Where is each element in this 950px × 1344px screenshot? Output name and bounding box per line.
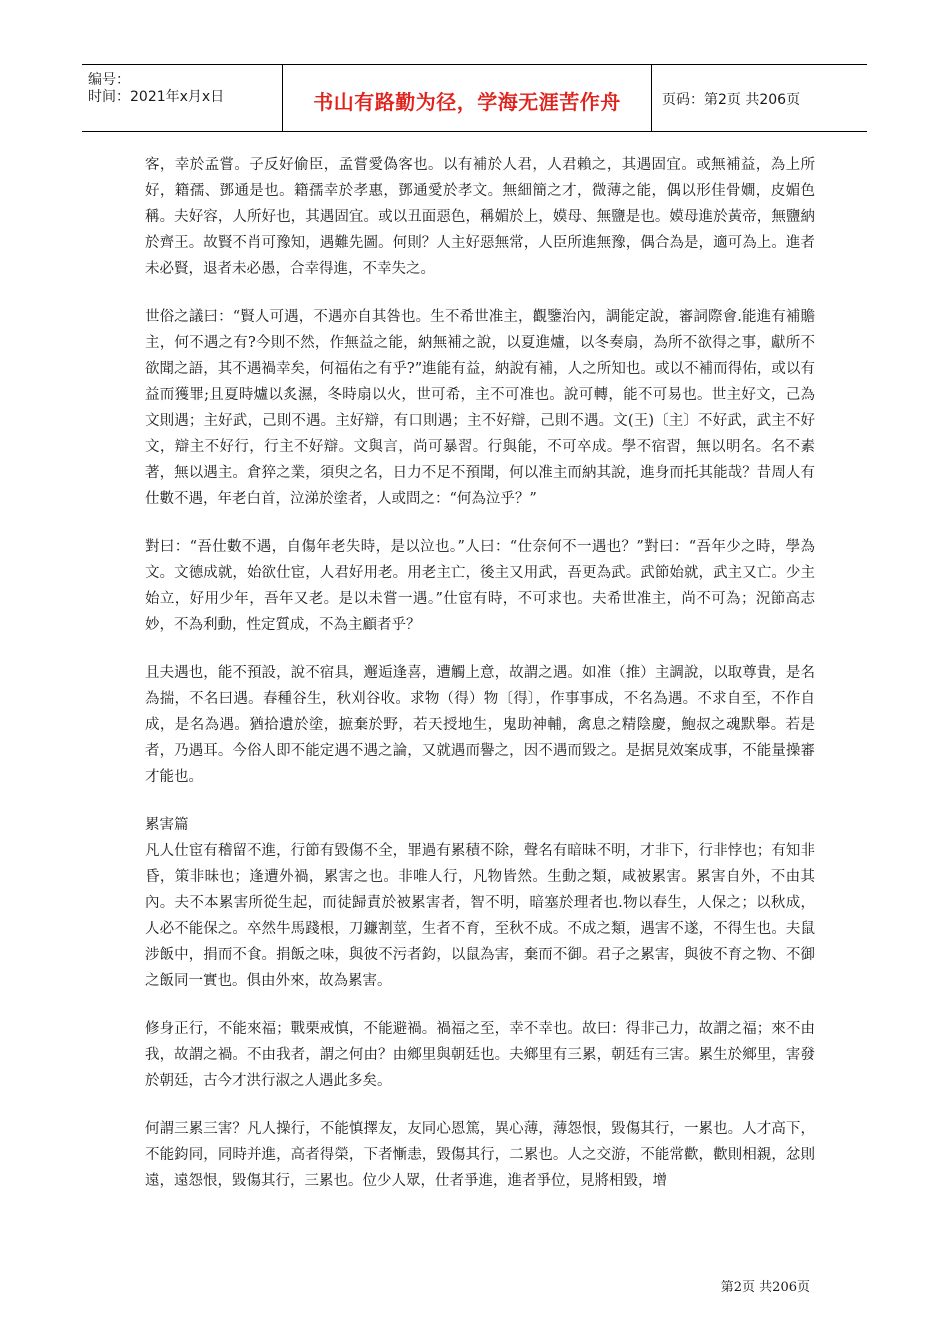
section-title: 累害篇 — [145, 817, 189, 833]
page-header — [82, 64, 867, 132]
paragraph: 客，幸於孟嘗。子反好偷臣，孟嘗愛偽客也。以有補於人君，人君賴之，其遇固宜。或無補益，為上所好，籍孺、鄧通是也。籍孺幸於孝惠，鄧通愛於孝文。無細簡之才，微薄之能，偶以形佳骨嫺，皮媚色稱。夫好容，人所好也，其遇固宜。或以丑面惡色，稱媚於上，嫫母、無鹽是也。嫫母進於黃帝，無鹽納於齊王。故賢不肖可豫知，遇難先圖。何則？人主好惡無常，人臣所進無豫，偶合為是，適可為上。進者未必賢，退者未必愚，合幸得進，不幸失之。 — [145, 157, 815, 277]
number-label: 编号： — [88, 72, 130, 88]
paragraph: 且夫遇也，能不預設，說不宿具，邂逅逢喜，遭觸上意，故謂之遇。如准（推）主調說，以取尊貴，是名為揣，不名曰遇。春種谷生，秋刈谷收。求物（得）物〔得〕，作事事成，不名為遇。不求自至，不作自成，是名為遇。猶拾遺於塗，摭棄於野，若天授地生，鬼助神輔，禽息之精陰慶，鮑叔之魂默舉。若是者，乃遇耳。今俗人即不能定遇不遇之論，又就遇而譽之，因不遇而毀之。是据見效案成事，不能量操審才能也。 — [145, 665, 815, 785]
paragraph: 對曰：“吾仕數不遇，自傷年老失時，是以泣也。”人曰：“仕奈何不一遇也？”對曰：“吾年少之時，學為文。文德成就，始欲仕宦，人君好用老。用老主亡，後主又用武，吾更為武。武節始就，武主又亡。少主始立，好用少年，吾年又老。是以未嘗一遇。”仕宦有時，不可求也。夫希世准主，尚不可為；況節高志妙，不為利動，性定質成，不為主顧者乎？ — [145, 539, 815, 633]
motto-text: 书山有路勤为径，学海无涯苦作舟 — [313, 90, 621, 114]
page-footer: 第2页 共206页 — [720, 1280, 810, 1295]
header-page-info — [652, 65, 867, 131]
document-body — [145, 152, 815, 1194]
header-meta — [82, 65, 283, 131]
page-info-text: 页码：第2页 共206页 — [662, 92, 801, 108]
header-motto — [283, 65, 652, 131]
paragraph: 何謂三累三害？凡人操行，不能慎擇友，友同心恩篤，異心薄，薄怨恨，毀傷其行，一累也。人才高下，不能鈞同，同時并進，高者得榮，下者慚恚，毀傷其行，二累也。人之交游，不能常歡，歡則相親，忿則遠，遠怨恨，毀傷其行，三累也。位少人眾，仕者爭進，進者爭位，見將相毀，增 — [145, 1121, 815, 1189]
paragraph: 凡人仕宦有稽留不進，行節有毀傷不全，罪過有累積不除，聲名有暗昧不明，才非下，行非悖也；有知非昏，策非昧也；逢遭外禍，累害之也。非唯人行，凡物皆然。生動之類，咸被累害。累害自外，不由其內。夫不本累害所從生起，而徒歸責於被累害者，智不明，暗塞於理者也.物以春生，人保之；以秋成，人必不能保之。卒然牛馬踐根，刀鐮割莖，生者不育，至秋不成。不成之類，遇害不遂，不得生也。夫鼠涉飯中，捐而不食。捐飯之味，與彼不污者鈞，以鼠為害，棄而不御。君子之累害，與彼不育之物、不御之飯同一實也。俱由外來，故為累害。 — [145, 843, 815, 989]
paragraph: 修身正行，不能來福；戰栗戒慎，不能避禍。禍福之至，幸不幸也。故曰：得非己力，故謂之福；來不由我，故謂之禍。不由我者，謂之何由？由鄉里與朝廷也。夫鄉里有三累，朝廷有三害。累生於鄉里，害發於朝廷，古今才洪行淑之人遇此多矣。 — [145, 1021, 815, 1089]
time-label: 时间：2021年x月x日 — [88, 89, 225, 105]
paragraph: 世俗之議曰：“賢人可遇，不遇亦自其咎也。生不希世准主，觀鑒治內，調能定說，審詞際會.能進有補贍主，何不遇之有?今則不然，作無益之能，納無補之說，以夏進爐，以冬奏扇，為所不欲得之事，獻所不欲聞之語，其不遇禍幸矣，何福佑之有乎?”進能有益，納說有補，人之所知也。或以不補而得佑，或以有益而獲罪;且夏時爐以炙濕，冬時扇以火，世可希，主不可准也。說可轉，能不可易也。世主好文，己為文則遇；主好武，己則不遇。主好辯，有口則遇；主不好辯，己則不遇。文(王)〔主〕不好武，武主不好文，辯主不好行，行主不好辯。文與言，尚可暴習。行與能，不可卒成。學不宿習，無以明名。名不素著，無以遇主。倉猝之業，須臾之名，日力不足不預聞，何以准主而納其說，進身而托其能哉？昔周人有仕數不遇，年老白首，泣涕於塗者，人或問之：“何為泣乎？” — [145, 309, 815, 507]
